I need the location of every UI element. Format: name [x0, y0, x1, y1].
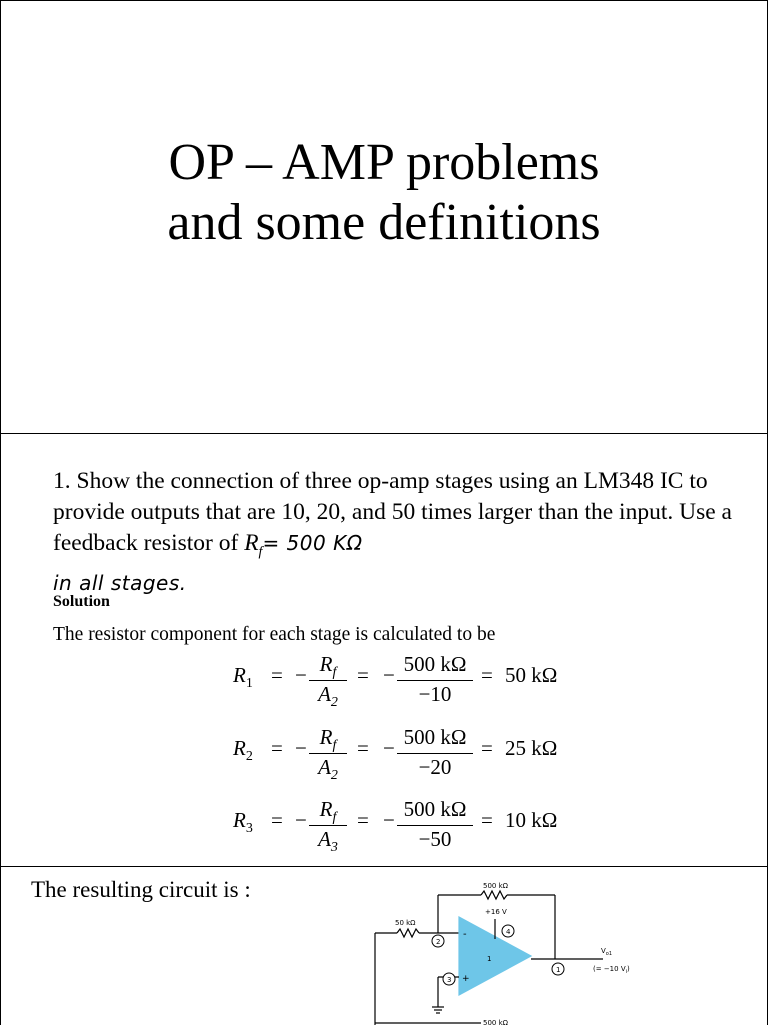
pin-3: 3	[447, 976, 452, 984]
supply-label: +16 V	[485, 908, 507, 916]
frac-den: A	[318, 755, 331, 779]
input-resistor	[397, 929, 419, 937]
eq-sign: =	[271, 663, 283, 687]
eq-lhs-sub: 3	[245, 821, 253, 837]
rf-value: = 500 KΩ	[262, 531, 363, 555]
circuit-intro: The resulting circuit is :	[31, 877, 251, 902]
eq-sign: =	[271, 808, 283, 832]
slide-circuit	[0, 866, 768, 1025]
fraction-values	[397, 794, 473, 854]
eq-lhs: R	[233, 663, 246, 687]
vout-label: $V_{o1}$	[601, 947, 613, 957]
frac-value-den: −50	[418, 827, 452, 851]
frac-num: R	[319, 725, 333, 749]
eq-result: 10 kΩ	[505, 808, 558, 832]
frac-num-sub: f	[332, 810, 337, 826]
title-line-1: OP – AMP problems	[168, 134, 600, 191]
frac-value-den: −10	[418, 682, 452, 706]
minus-sign: −	[383, 736, 395, 760]
eq-lhs: R	[233, 808, 246, 832]
eq-lhs: R	[233, 736, 246, 760]
frac-den: A	[318, 827, 331, 851]
resistor-intro: The resistor component for each stage is calculated to be	[53, 624, 496, 645]
equation-r2	[233, 722, 593, 784]
fraction-rf-a	[309, 649, 347, 709]
rf-symbol: R	[244, 530, 259, 556]
fraction-rf-a	[309, 794, 347, 854]
frac-den-sub: 2	[330, 695, 338, 711]
vout-value: (= −10 $V_i$)	[593, 965, 630, 975]
solution-label: Solution	[53, 593, 110, 610]
pin-2: 2	[436, 938, 441, 946]
fraction-values	[397, 649, 473, 709]
frac-value-num: 500 kΩ	[403, 797, 467, 821]
title-line-2: and some definitions	[167, 194, 601, 251]
fraction-rf-a	[309, 722, 347, 782]
slide-title	[0, 0, 768, 434]
frac-value-num: 500 kΩ	[403, 725, 467, 749]
eq-sign: =	[271, 736, 283, 760]
rf-subscript: f	[258, 544, 263, 560]
eq-sign: =	[481, 808, 493, 832]
problem-tail: in all stages.	[53, 570, 187, 595]
eq-result: 50 kΩ	[505, 663, 558, 687]
opamp-label: 1	[487, 955, 492, 963]
eq-sign: =	[357, 736, 369, 760]
eq-lhs-sub: 1	[245, 676, 253, 692]
rf-label: 500 kΩ	[483, 882, 508, 890]
opamp-circuit-diagram	[341, 867, 661, 1025]
fraction-values	[397, 722, 473, 782]
frac-den: A	[318, 682, 331, 706]
slide-problem	[0, 433, 768, 867]
frac-den-sub: 3	[330, 840, 338, 856]
rf2-label: 500 kΩ	[483, 1019, 508, 1025]
eq-sign: =	[481, 663, 493, 687]
problem-statement	[53, 466, 743, 599]
inverting-sign: -	[463, 929, 467, 940]
noninverting-sign: +	[462, 974, 470, 984]
eq-lhs-sub: 2	[245, 749, 253, 765]
pin-4: 4	[506, 928, 511, 936]
minus-sign: −	[383, 808, 395, 832]
eq-sign: =	[357, 663, 369, 687]
feedback-resistor	[481, 891, 507, 899]
frac-value-num: 500 kΩ	[403, 652, 467, 676]
frac-num-sub: f	[332, 738, 337, 754]
eq-sign: =	[481, 736, 493, 760]
slide-title-text	[1, 133, 767, 253]
equation-r3	[233, 794, 593, 856]
problem-text: 1. Show the connection of three op-amp stages using an LM348 IC to provide outputs that are 10, 20, and 50 times larger than the input. Use a feedback resistor of	[53, 468, 732, 556]
equation-r1	[233, 649, 593, 711]
frac-value-den: −20	[418, 755, 452, 779]
frac-num-sub: f	[332, 665, 337, 681]
frac-num: R	[319, 797, 333, 821]
minus-sign: −	[295, 663, 307, 687]
minus-sign: −	[295, 808, 307, 832]
eq-result: 25 kΩ	[505, 736, 558, 760]
frac-num: R	[319, 652, 333, 676]
pin-1: 1	[556, 966, 561, 974]
eq-sign: =	[357, 808, 369, 832]
frac-den-sub: 2	[330, 768, 338, 784]
minus-sign: −	[295, 736, 307, 760]
minus-sign: −	[383, 663, 395, 687]
rin-label: 50 kΩ	[395, 919, 416, 927]
